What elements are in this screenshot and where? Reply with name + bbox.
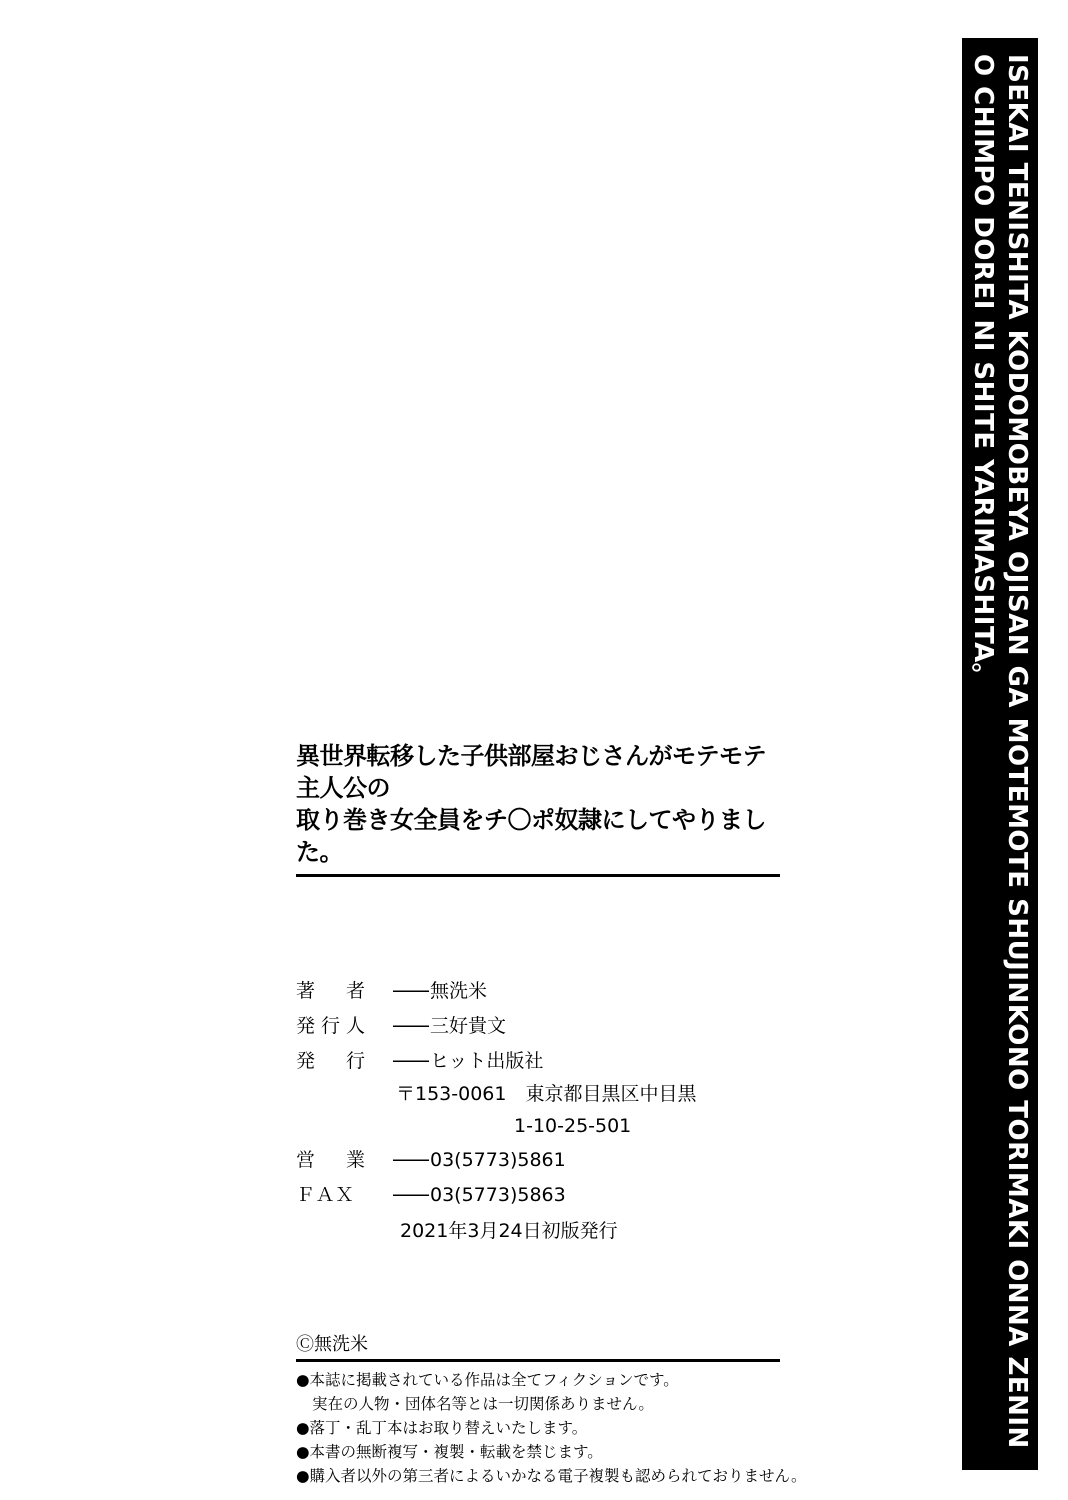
notice-no-relation: 実在の人物・団体名等とは一切関係ありません。	[312, 1395, 654, 1413]
credit-row-publisher-person	[296, 1008, 780, 1043]
publisher-address-line-1: 〒153-0061 東京都目黒区中目黒	[396, 1083, 697, 1105]
work-title-line-2: 取り巻き女全員をチ〇ポ奴隷にしてやりました。	[296, 806, 766, 866]
credit-row-author	[296, 973, 780, 1008]
spine-text-wrapper	[962, 38, 1038, 1470]
title-block	[296, 740, 780, 877]
colophon	[296, 740, 807, 1488]
spine-band	[962, 38, 1038, 1470]
credit-dash-fax: ——	[392, 1182, 428, 1206]
credit-value-publisher: ヒット出版社	[430, 1050, 544, 1072]
notice-fiction: ●本誌に掲載されている作品は全てフィクションです。	[296, 1371, 679, 1389]
work-title-line-1: 異世界転移した子供部屋おじさんがモテモテ主人公の	[296, 742, 766, 802]
credit-dash-sales-phone: ——	[392, 1147, 428, 1171]
credit-row-fax	[296, 1177, 780, 1212]
credit-value-author: 無洗米	[430, 980, 488, 1002]
credit-value-sales-phone: 03(5773)5861	[430, 1149, 566, 1171]
credit-label-sales-phone: 営 業	[296, 1149, 372, 1171]
publisher-address-line-2: 1-10-25-501	[514, 1115, 632, 1137]
copyright-line: Ⓒ無洗米	[296, 1334, 780, 1362]
credit-value-fax: 03(5773)5863	[430, 1184, 566, 1206]
publication-date: 2021年3月24日初版発行	[400, 1220, 618, 1242]
credit-label-publisher-person: 発行人	[296, 1015, 372, 1037]
notice-no-reproduction: ●本書の無断複写・複製・転載を禁じます。	[296, 1443, 603, 1461]
spine-romaji-title: ISEKAI TENISHITA KODOMOBEYA OJISAN GA MOTEMOTE SHUJINKONO TORIMAKI ONNA ZENIN O CHIMPO DOREI NI SHITE YARIMASHITA。	[968, 54, 1032, 1449]
notice-no-third-party-copy: ●購入者以外の第三者によるいかなる電子複製も認められておりません。	[296, 1467, 807, 1485]
notices-block	[296, 1368, 807, 1488]
credit-row-publisher	[296, 1043, 780, 1078]
notice-defective-copy: ●落丁・乱丁本はお取り替えいたします。	[296, 1419, 588, 1437]
credit-label-fax: ＦＡＸ	[296, 1184, 355, 1206]
credit-value-publisher-person: 三好貴文	[430, 1015, 507, 1037]
credit-label-author: 著 者	[296, 980, 372, 1002]
credit-dash-author: ——	[392, 978, 428, 1002]
credit-dash-publisher: ——	[392, 1048, 428, 1072]
credit-dash-publisher-person: ——	[392, 1013, 428, 1037]
credit-row-sales-phone	[296, 1142, 780, 1177]
credit-label-publisher: 発 行	[296, 1050, 372, 1072]
credits-block	[296, 973, 780, 1248]
